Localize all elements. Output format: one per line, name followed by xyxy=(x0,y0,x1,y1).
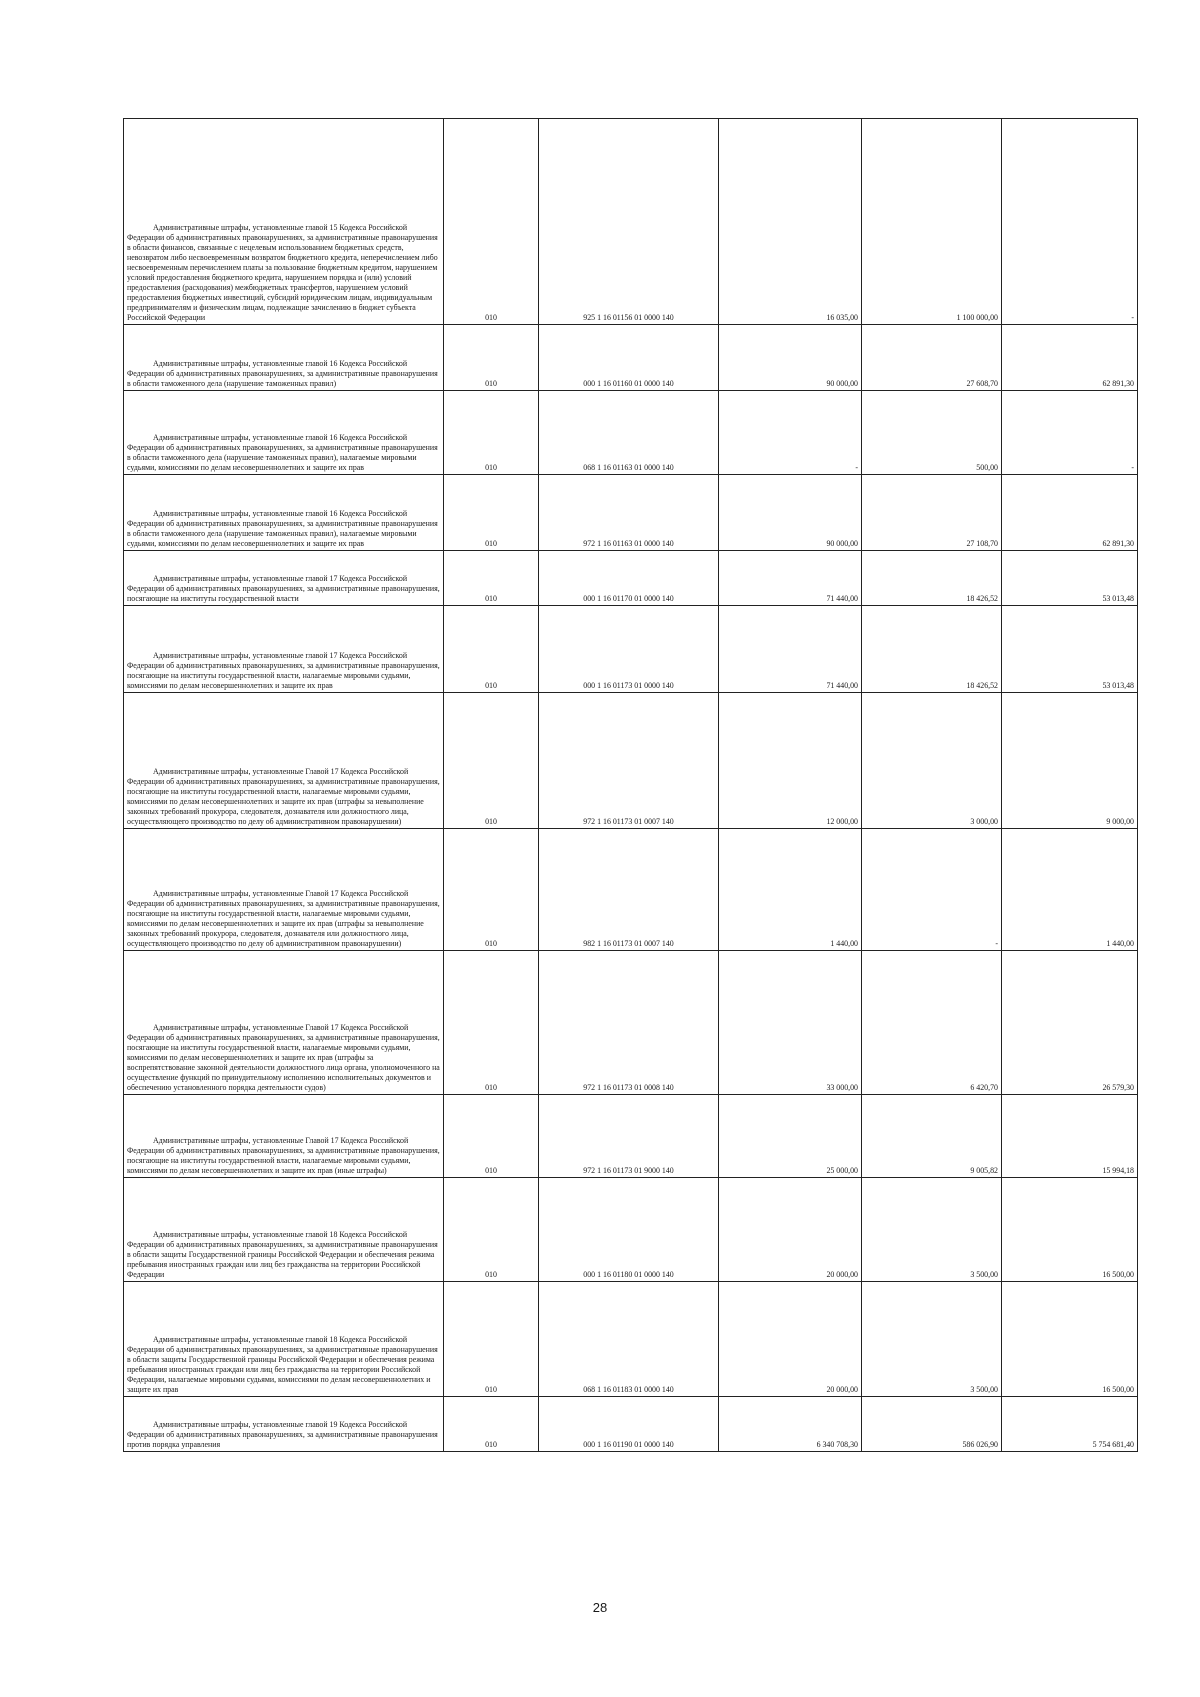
row-approved-amount-text: 20 000,00 xyxy=(826,1270,858,1279)
row-budget-code-text: 982 1 16 01173 01 0007 140 xyxy=(583,939,674,948)
row-executed-amount-text: 1 100 000,00 xyxy=(956,313,998,322)
row-description xyxy=(124,1282,444,1397)
row-executed-amount-text: 3 000,00 xyxy=(970,817,998,826)
row-approved-amount-text: 71 440,00 xyxy=(826,594,858,603)
row-budget-code xyxy=(539,325,719,391)
row-line-code xyxy=(444,475,539,551)
row-line-code-text: 010 xyxy=(485,1166,497,1175)
row-unexecuted-amount-text: 15 994,18 xyxy=(1102,1166,1134,1175)
row-line-code-text: 010 xyxy=(485,313,497,322)
row-budget-code xyxy=(539,391,719,475)
row-budget-code-text: 972 1 16 01173 01 9000 140 xyxy=(583,1166,674,1175)
row-unexecuted-amount xyxy=(1002,606,1138,693)
row-description xyxy=(124,325,444,391)
row-executed-amount-text: 500,00 xyxy=(976,463,998,472)
row-approved-amount xyxy=(719,606,862,693)
row-description xyxy=(124,1178,444,1282)
row-budget-code xyxy=(539,119,719,325)
row-budget-code-text: 925 1 16 01156 01 0000 140 xyxy=(583,313,674,322)
row-approved-amount xyxy=(719,551,862,606)
row-budget-code-text: 972 1 16 01163 01 0000 140 xyxy=(583,539,674,548)
row-line-code-text: 010 xyxy=(485,1385,497,1394)
row-approved-amount xyxy=(719,1282,862,1397)
row-unexecuted-amount xyxy=(1002,1397,1138,1452)
row-budget-code-text: 972 1 16 01173 01 0008 140 xyxy=(583,1083,674,1092)
row-line-code-text: 010 xyxy=(485,539,497,548)
row-line-code xyxy=(444,119,539,325)
row-executed-amount xyxy=(862,325,1002,391)
row-unexecuted-amount xyxy=(1002,551,1138,606)
row-unexecuted-amount-text: 53 013,48 xyxy=(1102,681,1134,690)
row-unexecuted-amount-text: 9 000,00 xyxy=(1106,817,1134,826)
row-unexecuted-amount-text: - xyxy=(1131,463,1134,472)
row-description-text: Административные штрафы, установленные главой 16 Кодекса Российской Федерации об административных правонарушениях, за административные правонарушения в области таможенного дела (нарушение таможенных правил) xyxy=(127,359,438,388)
row-approved-amount-text: 90 000,00 xyxy=(826,539,858,548)
row-approved-amount xyxy=(719,1095,862,1178)
row-line-code xyxy=(444,1397,539,1452)
row-line-code xyxy=(444,1282,539,1397)
row-unexecuted-amount xyxy=(1002,829,1138,951)
row-approved-amount-text: 16 035,00 xyxy=(826,313,858,322)
row-description-text: Административные штрафы, установленные Главой 17 Кодекса Российской Федерации об административных правонарушениях, за административные правонарушения, посягающие на институты государственной власти, налагаемые мировыми судьями, комиссиями по делам несовершеннолетних и защите их прав (штрафы за невыполнение законных требований прокурора, следователя, дознавателя или должностного лица, осуществляющего производство по делу об административном правонарушении) xyxy=(127,767,440,826)
row-unexecuted-amount xyxy=(1002,325,1138,391)
row-approved-amount-text: 90 000,00 xyxy=(826,379,858,388)
row-line-code xyxy=(444,693,539,829)
row-description xyxy=(124,693,444,829)
row-approved-amount-text: 71 440,00 xyxy=(826,681,858,690)
row-description-text: Административные штрафы, установленные главой 17 Кодекса Российской Федерации об административных правонарушениях, за административные правонарушения, посягающие на институты государственной власти xyxy=(127,574,440,603)
row-executed-amount-text: 3 500,00 xyxy=(970,1385,998,1394)
row-executed-amount xyxy=(862,829,1002,951)
row-approved-amount xyxy=(719,693,862,829)
row-approved-amount-text: 33 000,00 xyxy=(826,1083,858,1092)
row-approved-amount-text: 6 340 708,30 xyxy=(816,1440,858,1449)
row-line-code xyxy=(444,325,539,391)
row-executed-amount-text: 9 005,82 xyxy=(970,1166,998,1175)
page-number: 28 xyxy=(592,1600,608,1615)
row-approved-amount-text: 20 000,00 xyxy=(826,1385,858,1394)
table-row xyxy=(124,1397,1138,1452)
row-unexecuted-amount-text: 16 500,00 xyxy=(1102,1270,1134,1279)
row-executed-amount xyxy=(862,606,1002,693)
row-approved-amount xyxy=(719,1178,862,1282)
row-budget-code xyxy=(539,1178,719,1282)
row-line-code xyxy=(444,1178,539,1282)
row-executed-amount-text: 6 420,70 xyxy=(970,1083,998,1092)
row-line-code-text: 010 xyxy=(485,1440,497,1449)
row-budget-code xyxy=(539,1397,719,1452)
row-line-code-text: 010 xyxy=(485,379,497,388)
row-approved-amount xyxy=(719,391,862,475)
row-executed-amount xyxy=(862,951,1002,1095)
table-body xyxy=(124,119,1138,1452)
row-description-text: Административные штрафы, установленные Главой 17 Кодекса Российской Федерации об административных правонарушениях, за административные правонарушения, посягающие на институты государственной власти, налагаемые мировыми судьями, комиссиями по делам несовершеннолетних и защите их прав (штрафы за невыполнение законных требований прокурора, следователя, дознавателя или должностного лица, осуществляющего производство по делу об административном правонарушении) xyxy=(127,889,440,948)
row-description-text: Административные штрафы, установленные главой 15 Кодекса Российской Федерации об административных правонарушениях, за административные правонарушения в области финансов, связанные с нецелевым использованием бюджетных средств, невозвратом либо несвоевременным возвратом бюджетного кредита, неперечислением либо несвоевременным перечислением платы за пользование бюджетным кредитом, нарушением условий предоставления бюджетного кредита, нарушением порядка и (или) условий предоставления (расходования) межбюджетных трансфертов, нарушением условий предоставления бюджетных инвестиций, субсидий юридическим лицам, индивидуальным предпринимателям и физическим лицам, подлежащие зачислению в бюджет субъекта Российской Федерации xyxy=(127,223,438,322)
row-description xyxy=(124,551,444,606)
row-line-code xyxy=(444,1095,539,1178)
row-approved-amount-text: 1 440,00 xyxy=(830,939,858,948)
row-line-code-text: 010 xyxy=(485,463,497,472)
row-description-text: Административные штрафы, установленные главой 16 Кодекса Российской Федерации об административных правонарушениях, за административные правонарушения в области таможенного дела (нарушение таможенных правил), налагаемые мировыми судьями, комиссиями по делам несовершеннолетних и защите их прав xyxy=(127,509,438,548)
row-executed-amount xyxy=(862,1397,1002,1452)
row-budget-code xyxy=(539,1282,719,1397)
row-executed-amount-text: 27 608,70 xyxy=(966,379,998,388)
row-line-code xyxy=(444,829,539,951)
row-budget-code xyxy=(539,693,719,829)
row-description xyxy=(124,1397,444,1452)
row-approved-amount-text: 25 000,00 xyxy=(826,1166,858,1175)
row-unexecuted-amount xyxy=(1002,119,1138,325)
row-unexecuted-amount-text: - xyxy=(1131,313,1134,322)
row-budget-code-text: 000 1 16 01190 01 0000 140 xyxy=(583,1440,674,1449)
row-executed-amount-text: 18 426,52 xyxy=(966,681,998,690)
row-executed-amount xyxy=(862,119,1002,325)
row-budget-code xyxy=(539,606,719,693)
row-executed-amount xyxy=(862,551,1002,606)
row-unexecuted-amount-text: 26 579,30 xyxy=(1102,1083,1134,1092)
row-budget-code-text: 000 1 16 01170 01 0000 140 xyxy=(583,594,674,603)
table-row xyxy=(124,119,1138,325)
row-budget-code-text: 068 1 16 01183 01 0000 140 xyxy=(583,1385,674,1394)
row-line-code-text: 010 xyxy=(485,1270,497,1279)
row-unexecuted-amount-text: 62 891,30 xyxy=(1102,539,1134,548)
row-executed-amount xyxy=(862,391,1002,475)
row-description-text: Административные штрафы, установленные главой 17 Кодекса Российской Федерации об административных правонарушениях, за административные правонарушения, посягающие на институты государственной власти, налагаемые мировыми судьями, комиссиями по делам несовершеннолетних и защите их прав xyxy=(127,651,440,690)
row-budget-code-text: 000 1 16 01160 01 0000 140 xyxy=(583,379,674,388)
row-approved-amount xyxy=(719,829,862,951)
budget-revenue-table xyxy=(123,118,1138,1452)
row-approved-amount xyxy=(719,119,862,325)
row-budget-code-text: 972 1 16 01173 01 0007 140 xyxy=(583,817,674,826)
row-executed-amount xyxy=(862,1178,1002,1282)
row-unexecuted-amount xyxy=(1002,1178,1138,1282)
row-description xyxy=(124,475,444,551)
row-line-code-text: 010 xyxy=(485,817,497,826)
row-budget-code xyxy=(539,829,719,951)
row-approved-amount xyxy=(719,325,862,391)
row-description xyxy=(124,606,444,693)
row-description-text: Административные штрафы, установленные главой 16 Кодекса Российской Федерации об административных правонарушениях, за административные правонарушения в области таможенного дела (нарушение таможенных правил), налагаемые мировыми судьями, комиссиями по делам несовершеннолетних и защите их прав xyxy=(127,433,438,472)
row-description-text: Административные штрафы, установленные главой 19 Кодекса Российской Федерации об административных правонарушениях, за административные правонарушения против порядка управления xyxy=(127,1420,438,1449)
row-budget-code xyxy=(539,551,719,606)
row-description xyxy=(124,1095,444,1178)
row-executed-amount xyxy=(862,475,1002,551)
table-row xyxy=(124,1095,1138,1178)
row-line-code xyxy=(444,951,539,1095)
row-description-text: Административные штрафы, установленные главой 18 Кодекса Российской Федерации об административных правонарушениях, за административные правонарушения в области защиты Государственной границы Российской Федерации и обеспечения режима пребывания иностранных граждан или лиц без гражданства на территории Российской Федерации, налагаемые мировыми судьями, комиссиями по делам несовершеннолетних и защите их прав xyxy=(127,1335,438,1394)
row-executed-amount-text: 3 500,00 xyxy=(970,1270,998,1279)
row-line-code xyxy=(444,391,539,475)
row-approved-amount xyxy=(719,951,862,1095)
row-budget-code xyxy=(539,475,719,551)
row-budget-code-text: 000 1 16 01180 01 0000 140 xyxy=(583,1270,674,1279)
row-description xyxy=(124,951,444,1095)
row-unexecuted-amount-text: 62 891,30 xyxy=(1102,379,1134,388)
table-row xyxy=(124,951,1138,1095)
row-unexecuted-amount xyxy=(1002,391,1138,475)
row-description-text: Административные штрафы, установленные главой 18 Кодекса Российской Федерации об административных правонарушениях, за административные правонарушения в области защиты Государственной границы Российской Федерации и обеспечения режима пребывания иностранных граждан или лиц без гражданства на территории Российской Федерации xyxy=(127,1230,438,1279)
row-executed-amount xyxy=(862,1282,1002,1397)
table-row xyxy=(124,325,1138,391)
row-unexecuted-amount-text: 16 500,00 xyxy=(1102,1385,1134,1394)
row-unexecuted-amount xyxy=(1002,475,1138,551)
row-description xyxy=(124,119,444,325)
row-unexecuted-amount xyxy=(1002,951,1138,1095)
row-executed-amount-text: - xyxy=(995,939,998,948)
row-description xyxy=(124,391,444,475)
table-row xyxy=(124,829,1138,951)
row-unexecuted-amount-text: 1 440,00 xyxy=(1106,939,1134,948)
row-executed-amount-text: 27 108,70 xyxy=(966,539,998,548)
row-approved-amount xyxy=(719,475,862,551)
row-unexecuted-amount-text: 5 754 681,40 xyxy=(1092,1440,1134,1449)
row-approved-amount-text: - xyxy=(855,463,858,472)
row-unexecuted-amount xyxy=(1002,693,1138,829)
row-executed-amount xyxy=(862,1095,1002,1178)
row-line-code xyxy=(444,606,539,693)
row-budget-code xyxy=(539,1095,719,1178)
table-row xyxy=(124,693,1138,829)
row-approved-amount xyxy=(719,1397,862,1452)
row-line-code-text: 010 xyxy=(485,594,497,603)
row-budget-code-text: 000 1 16 01173 01 0000 140 xyxy=(583,681,674,690)
table-row xyxy=(124,551,1138,606)
table-row xyxy=(124,475,1138,551)
row-executed-amount-text: 586 026,90 xyxy=(962,1440,998,1449)
table-row xyxy=(124,1178,1138,1282)
row-line-code xyxy=(444,551,539,606)
row-description-text: Административные штрафы, установленные Главой 17 Кодекса Российской Федерации об административных правонарушениях, за административные правонарушения, посягающие на институты государственной власти, налагаемые мировыми судьями, комиссиями по делам несовершеннолетних и защите их прав (иные штрафы) xyxy=(127,1136,440,1175)
row-budget-code-text: 068 1 16 01163 01 0000 140 xyxy=(583,463,674,472)
row-description-text: Административные штрафы, установленные Главой 17 Кодекса Российской Федерации об административных правонарушениях, за административные правонарушения, посягающие на институты государственной власти, налагаемые мировыми судьями, комиссиями по делам несовершеннолетних и защите их прав (штрафы за воспрепятствование законной деятельности должностного лица органа, уполномоченного на осуществление функций по принудительному исполнению исполнительных документов и обеспечению установленного порядка деятельности судов) xyxy=(127,1023,440,1092)
row-budget-code xyxy=(539,951,719,1095)
row-approved-amount-text: 12 000,00 xyxy=(826,817,858,826)
row-unexecuted-amount-text: 53 013,48 xyxy=(1102,594,1134,603)
row-line-code-text: 010 xyxy=(485,1083,497,1092)
table-row xyxy=(124,391,1138,475)
row-line-code-text: 010 xyxy=(485,681,497,690)
row-line-code-text: 010 xyxy=(485,939,497,948)
row-description xyxy=(124,829,444,951)
row-unexecuted-amount xyxy=(1002,1095,1138,1178)
row-executed-amount-text: 18 426,52 xyxy=(966,594,998,603)
row-executed-amount xyxy=(862,693,1002,829)
table-row xyxy=(124,606,1138,693)
row-unexecuted-amount xyxy=(1002,1282,1138,1397)
table-row xyxy=(124,1282,1138,1397)
